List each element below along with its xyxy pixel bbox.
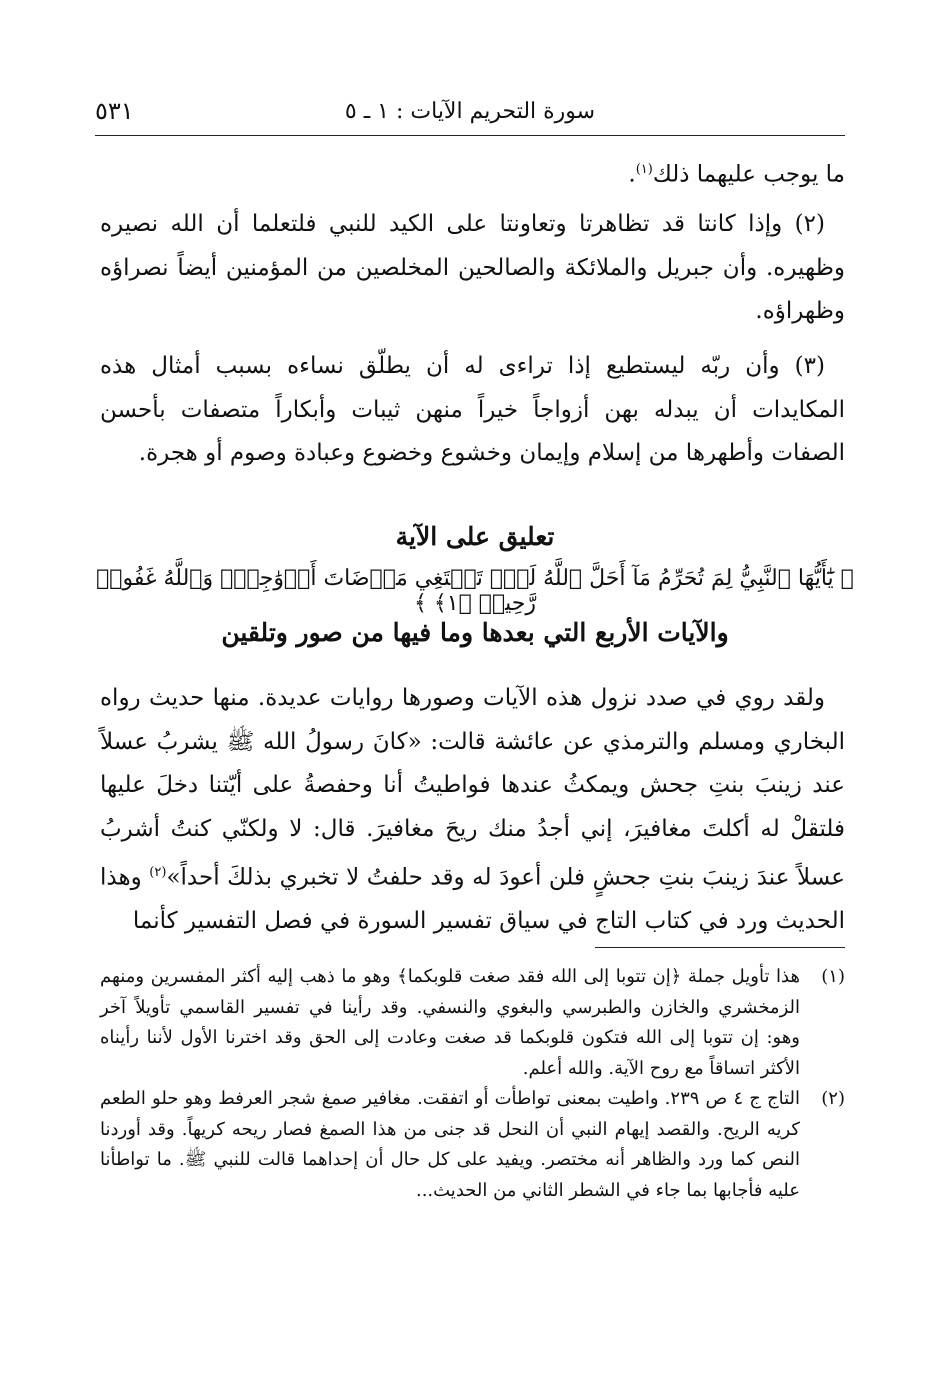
footnote-1 [100, 962, 845, 1084]
paragraph-2 [100, 203, 845, 334]
section-title: تعليق على الآية [395, 522, 555, 551]
footnote-2 [100, 1084, 845, 1206]
running-title: سورة التحريم الآيات : ١ ـ ٥ [344, 99, 596, 124]
main-paragraph [100, 677, 845, 944]
running-header [95, 95, 845, 136]
quran-verse: ﴿ يَٰٓأَيُّهَا ٱلنَّبِيُّ لِمَ تُحَرِّمُ مَآ أَحَلَّ ٱللَّهُ لَكَۖ تَبۡتَغِي مَرۡضَاتَ أَزۡوَٰجِكَۚ وَٱللَّهُ غَفُورٞ رَّحِيمٞ ﴿١﴾ ﴾ [96, 566, 854, 616]
footnote-separator [595, 947, 845, 948]
footnote-2-text: التاج ج ٤ ص ٢٣٩. واطيت بمعنى تواطأت أو اتفقت. مغافير صمغ شجر العرفط وهو حلو الطعم كريه الريح. والقصد إيهام النبي أن النحل قد جنى من هذا الصمغ فصار ريحه كريهاً. وقد أوردنا النص كما ورد والظاهر أنه مختصر. ويفيد على كل حال أن إحداهما قالت للنبي ﷺ. ما تواطأنا عليه فأجابها بما جاء في الشطر الثاني من الحديث... [100, 1088, 800, 1201]
footnote-1-mark: (١) [821, 966, 845, 987]
section-subtitle: والآيات الأربع التي بعدها وما فيها من صور وتلقين [221, 618, 729, 647]
footnotes [100, 962, 845, 1206]
footnote-2-mark: (٢) [821, 1088, 845, 1109]
continued-period: . [628, 161, 636, 188]
paragraph-3 [100, 345, 845, 476]
paragraph-2-text: (٢) وإذا كانتا قد تظاهرتا وتعاونتا على الكيد للنبي فلتعلما أن الله نصيره وظهيره. وأن جبريل والملائكة والصالحين المخلصين من المؤمنين أيضاً نصراؤه وظهراؤه. [100, 211, 845, 324]
footnote-1-text: هذا تأويل جملة ﴿إن تتوبا إلى الله فقد صغت قلوبكما﴾ وهو ما ذهب إليه أكثر المفسرين ومنهم الزمخشري والخازن والطبرسي والبغوي والنسفي. وقد رأينا في تفسير القاسمي تأويلاً آخر وهو: إن تتوبا إلى الله فتكون قلوبكما قد صغت وعادت إلى الحق وقد اخترنا الأول لأننا رأيناه الأكثر اتساقاً مع روح الآية. والله أعلم. [100, 966, 800, 1079]
main-text: ولقد روي في صدد نزول هذه الآيات وصورها روايات عديدة. منها حديث رواه البخاري ومسلم والترمذي عن عائشة قالت: «كانَ رسولُ الله ﷺ يشربُ عسلاً عند زينبَ بنتِ جحش ويمكثُ عندها فواطيتُ أنا وحفصةُ على أيّتنا دخلَ عليها فلتقلْ له أكلتَ مغافيرَ، إني أجدُ منك ريحَ مغافيرَ. قال: لا ولكنّي كنتُ أشربُ عسلاً عندَ زينبَ بنتِ جحشٍ فلن أعودَ له وقد حلفتُ لا تخبري بذلكَ أحداً» [100, 685, 845, 891]
footnote-ref-1[interactable]: (١) [635, 162, 653, 177]
page-number: ٥٣١ [95, 97, 134, 125]
continued-paragraph [100, 148, 845, 197]
paragraph-3-text: (٣) وأن ربّه ليستطيع إذا تراءى له أن يطلّق نساءه بسبب أمثال هذه المكايدات أن يبدله بهن أزواجاً خيراً منهن ثيبات وأبكاراً متصفات بأحسن الصفات وأطهرها من إسلام وإيمان وخشوع وخضوع وعبادة وصوم أو هجرة. [100, 353, 845, 466]
continued-text: ما يوجب عليهما ذلك [652, 161, 845, 188]
main-text-continued: وهذا الحديث ورد في كتاب التاج في سياق تفسير السورة في فصل التفسير كأنما [100, 864, 845, 935]
footnote-ref-2[interactable]: (٢) [149, 865, 167, 880]
